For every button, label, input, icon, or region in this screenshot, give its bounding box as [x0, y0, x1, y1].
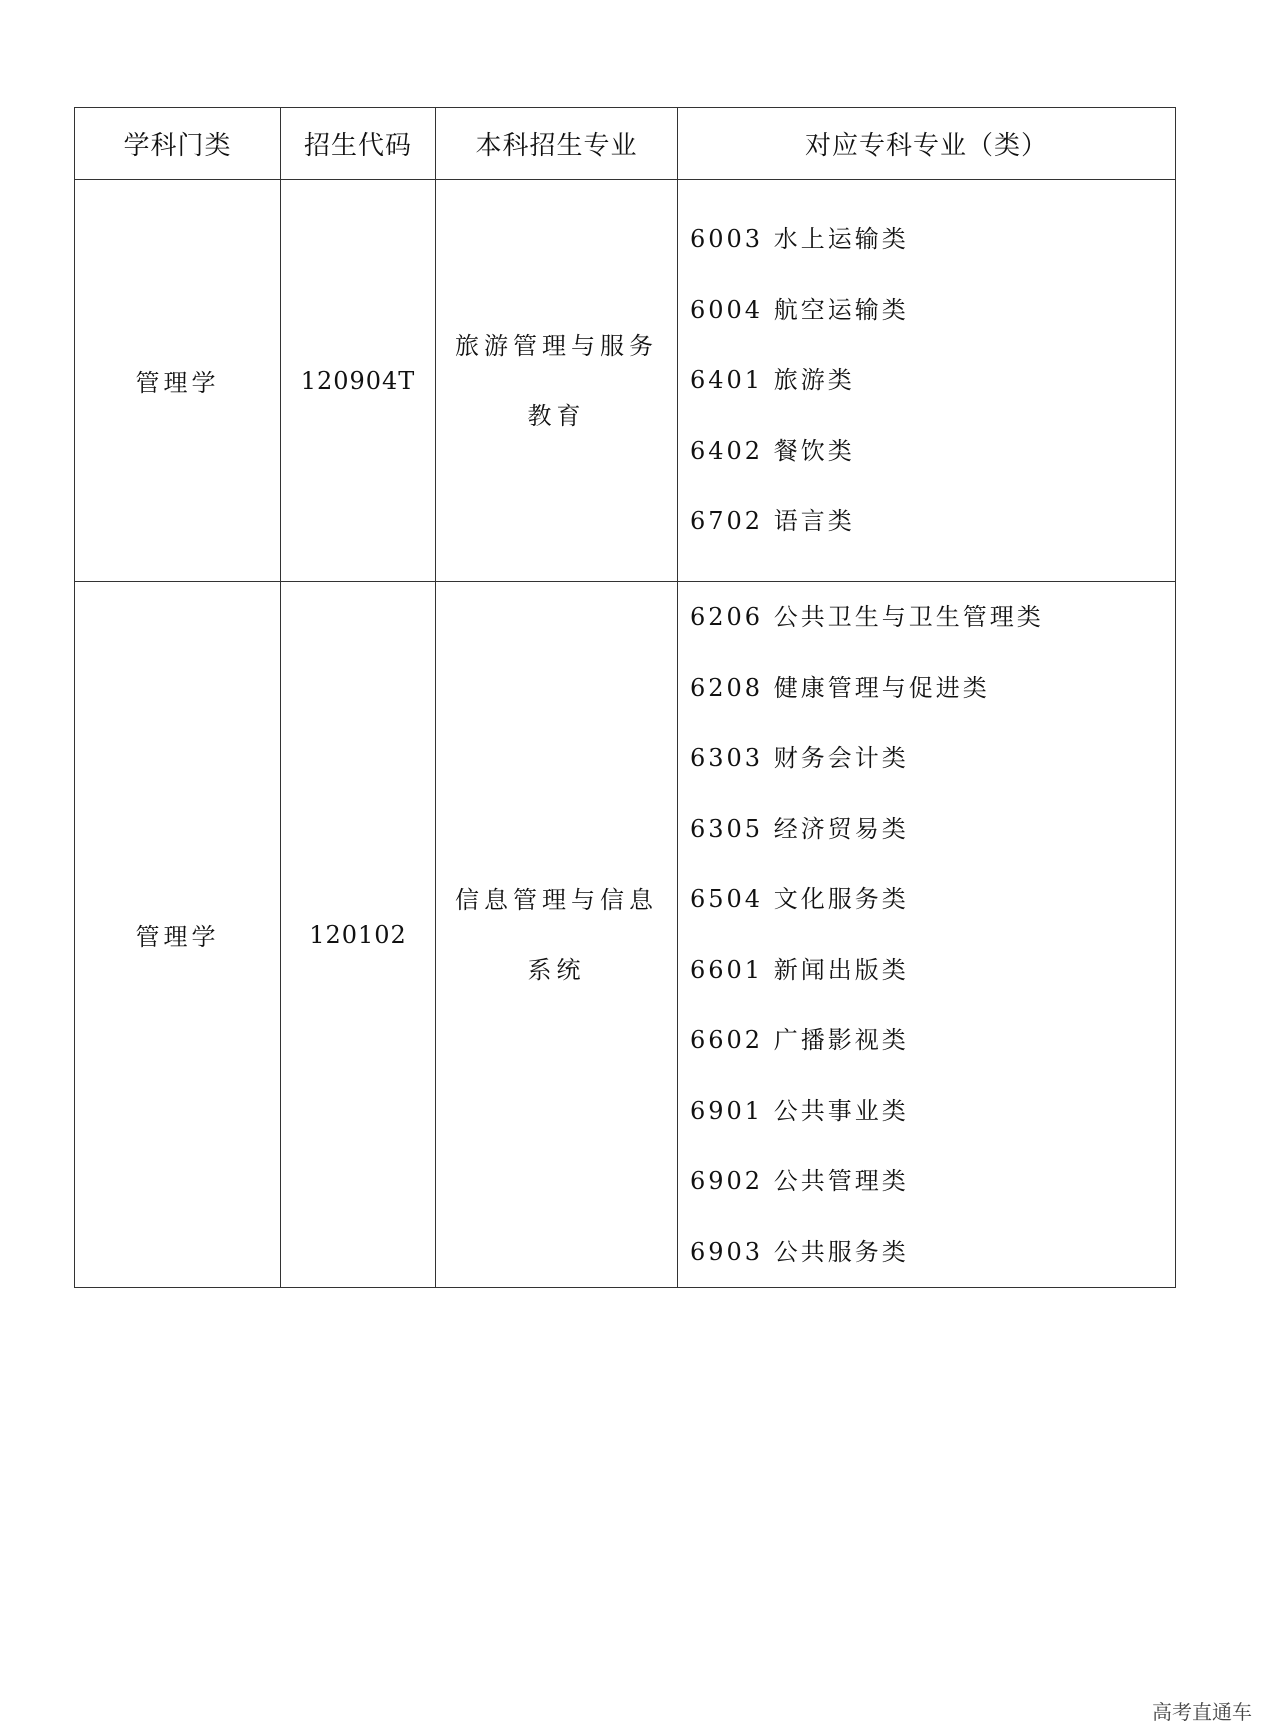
header-major: 本科招生专业 [436, 108, 678, 179]
category-cell: 管理学 [75, 582, 281, 1287]
list-item: 6702 语言类 [690, 507, 855, 536]
header-code: 招生代码 [281, 108, 436, 179]
related-list [678, 582, 1044, 1287]
code-cell: 120904T [281, 180, 436, 581]
list-item: 6401 旅游类 [690, 366, 855, 395]
list-item: 6303 财务会计类 [690, 744, 909, 772]
related-cell [678, 180, 1176, 581]
major-line: 教育 [527, 401, 586, 430]
list-item: 6402 餐饮类 [690, 436, 855, 465]
category-cell: 管理学 [75, 180, 281, 581]
major-cell [436, 180, 678, 581]
table-row [75, 582, 1176, 1288]
list-item: 6504 文化服务类 [690, 885, 909, 913]
header-related: 对应专科专业（类） [678, 108, 1176, 179]
major-name [441, 311, 672, 451]
list-item: 6004 航空运输类 [690, 295, 909, 324]
table-header-row [75, 108, 1176, 180]
major-name [441, 865, 672, 1005]
list-item: 6901 公共事业类 [690, 1096, 909, 1125]
major-line: 系统 [527, 955, 586, 984]
major-line: 信息管理与信息 [455, 885, 658, 914]
related-list [678, 204, 909, 557]
list-item: 6208 健康管理与促进类 [690, 673, 990, 702]
list-item: 6903 公共服务类 [690, 1237, 909, 1266]
list-item: 6003 水上运输类 [690, 225, 909, 254]
list-item: 6601 新闻出版类 [690, 955, 909, 984]
list-item: 6206 公共卫生与卫生管理类 [690, 603, 1044, 631]
list-item: 6305 经济贸易类 [690, 814, 909, 843]
major-line: 旅游管理与服务 [455, 331, 658, 360]
watermark: 高考直通车 [1152, 1700, 1252, 1724]
related-cell [678, 582, 1176, 1287]
header-category: 学科门类 [75, 108, 281, 179]
list-item: 6902 公共管理类 [690, 1167, 909, 1195]
table-row [75, 180, 1176, 582]
major-cell [436, 582, 678, 1287]
list-item: 6602 广播影视类 [690, 1026, 909, 1054]
admission-table [74, 107, 1176, 1288]
code-cell: 120102 [281, 582, 436, 1287]
